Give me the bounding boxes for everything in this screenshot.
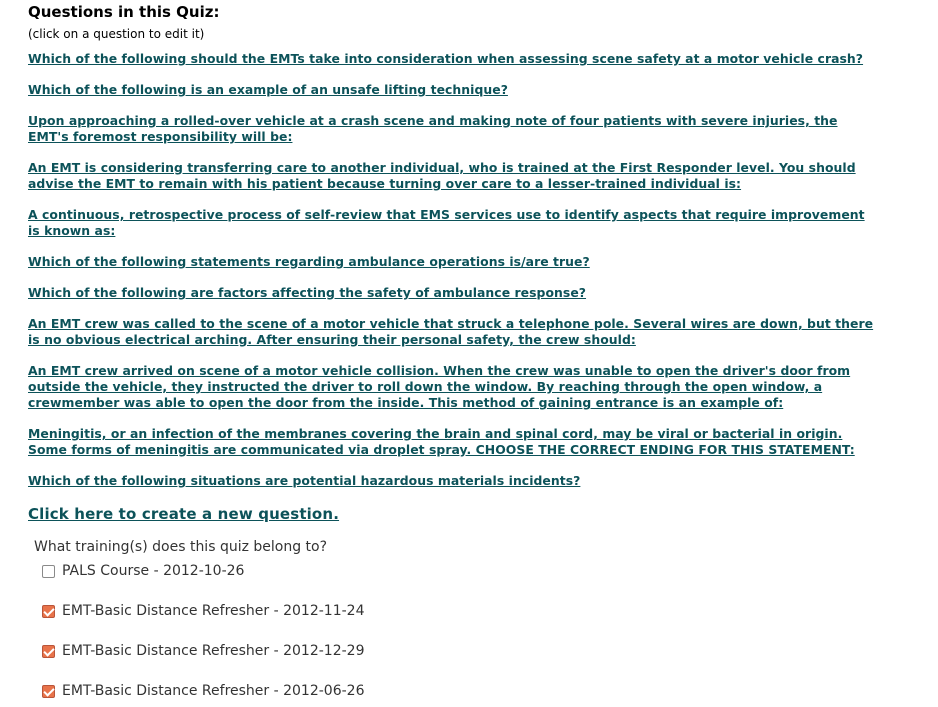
training-option-label[interactable]: EMT-Basic Distance Refresher - 2012-11-24	[62, 603, 365, 619]
training-option-label[interactable]: EMT-Basic Distance Refresher - 2012-06-26	[62, 683, 365, 699]
question-link[interactable]: Which of the following statements regarding ambulance operations is/are true?	[28, 254, 590, 269]
quiz-heading: Questions in this Quiz:	[28, 3, 220, 21]
training-option[interactable]	[42, 561, 364, 581]
question-link[interactable]: Which of the following situations are potential hazardous materials incidents?	[28, 473, 581, 488]
list-item	[28, 207, 878, 239]
question-link[interactable]: An EMT crew arrived on scene of a motor vehicle collision. When the crew was unable to open the driver's door from outside the vehicle, they instructed the driver to roll down the window. By reaching through the open window, a crewmember was able to open the door from the inside. This method of gaining entrance is an example of:	[28, 363, 851, 410]
list-item	[28, 316, 878, 348]
training-option[interactable]	[42, 641, 364, 661]
question-link[interactable]: Upon approaching a rolled-over vehicle at a crash scene and making note of four patients with severe injuries, the EMT's foremost responsibility will be:	[28, 113, 838, 144]
training-option-label[interactable]: EMT-Basic Distance Refresher - 2012-12-29	[62, 643, 365, 659]
edit-hint: (click on a question to edit it)	[28, 27, 205, 41]
question-link[interactable]: An EMT crew was called to the scene of a motor vehicle that struck a telephone pole. Several wires are down, but there is no obvious electrical arching. After ensuring their personal safety, the crew should:	[28, 316, 874, 347]
list-item	[28, 160, 878, 192]
list-item	[28, 113, 878, 145]
list-item	[28, 363, 878, 411]
training-selector	[34, 538, 364, 701]
list-item	[28, 254, 878, 270]
question-link[interactable]: An EMT is considering transferring care to another individual, who is trained at the First Responder level. You should advise the EMT to remain with his patient because turning over care to a lesser-trained individual is:	[28, 160, 856, 191]
training-option[interactable]	[42, 601, 364, 621]
question-link[interactable]: Which of the following is an example of an unsafe lifting technique?	[28, 82, 508, 97]
training-option-label[interactable]: PALS Course - 2012-10-26	[62, 563, 245, 579]
question-link[interactable]: A continuous, retrospective process of self-review that EMS services use to identify aspects that require improvement is known as:	[28, 207, 865, 238]
question-list	[28, 51, 878, 489]
training-checkbox[interactable]	[42, 605, 55, 618]
list-item	[28, 473, 878, 489]
list-item	[28, 82, 878, 98]
question-link[interactable]: Meningitis, or an infection of the membranes covering the brain and spinal cord, may be viral or bacterial in origin. Some forms of meningitis are communicated via droplet spray. CHOOSE THE CORRECT ENDING FOR THIS STATEMENT:	[28, 426, 855, 457]
training-option[interactable]	[42, 681, 364, 701]
training-checkbox[interactable]	[42, 565, 55, 578]
training-checkbox[interactable]	[42, 645, 55, 658]
quiz-panel	[28, 3, 878, 523]
list-item	[28, 51, 878, 67]
question-link[interactable]: Which of the following should the EMTs take into consideration when assessing scene safety at a motor vehicle crash?	[28, 51, 864, 66]
create-question-link[interactable]: Click here to create a new question.	[28, 505, 340, 523]
training-question: What training(s) does this quiz belong to?	[34, 539, 328, 555]
list-item	[28, 426, 878, 458]
question-link[interactable]: Which of the following are factors affecting the safety of ambulance response?	[28, 285, 587, 300]
training-checkbox[interactable]	[42, 685, 55, 698]
list-item	[28, 285, 878, 301]
